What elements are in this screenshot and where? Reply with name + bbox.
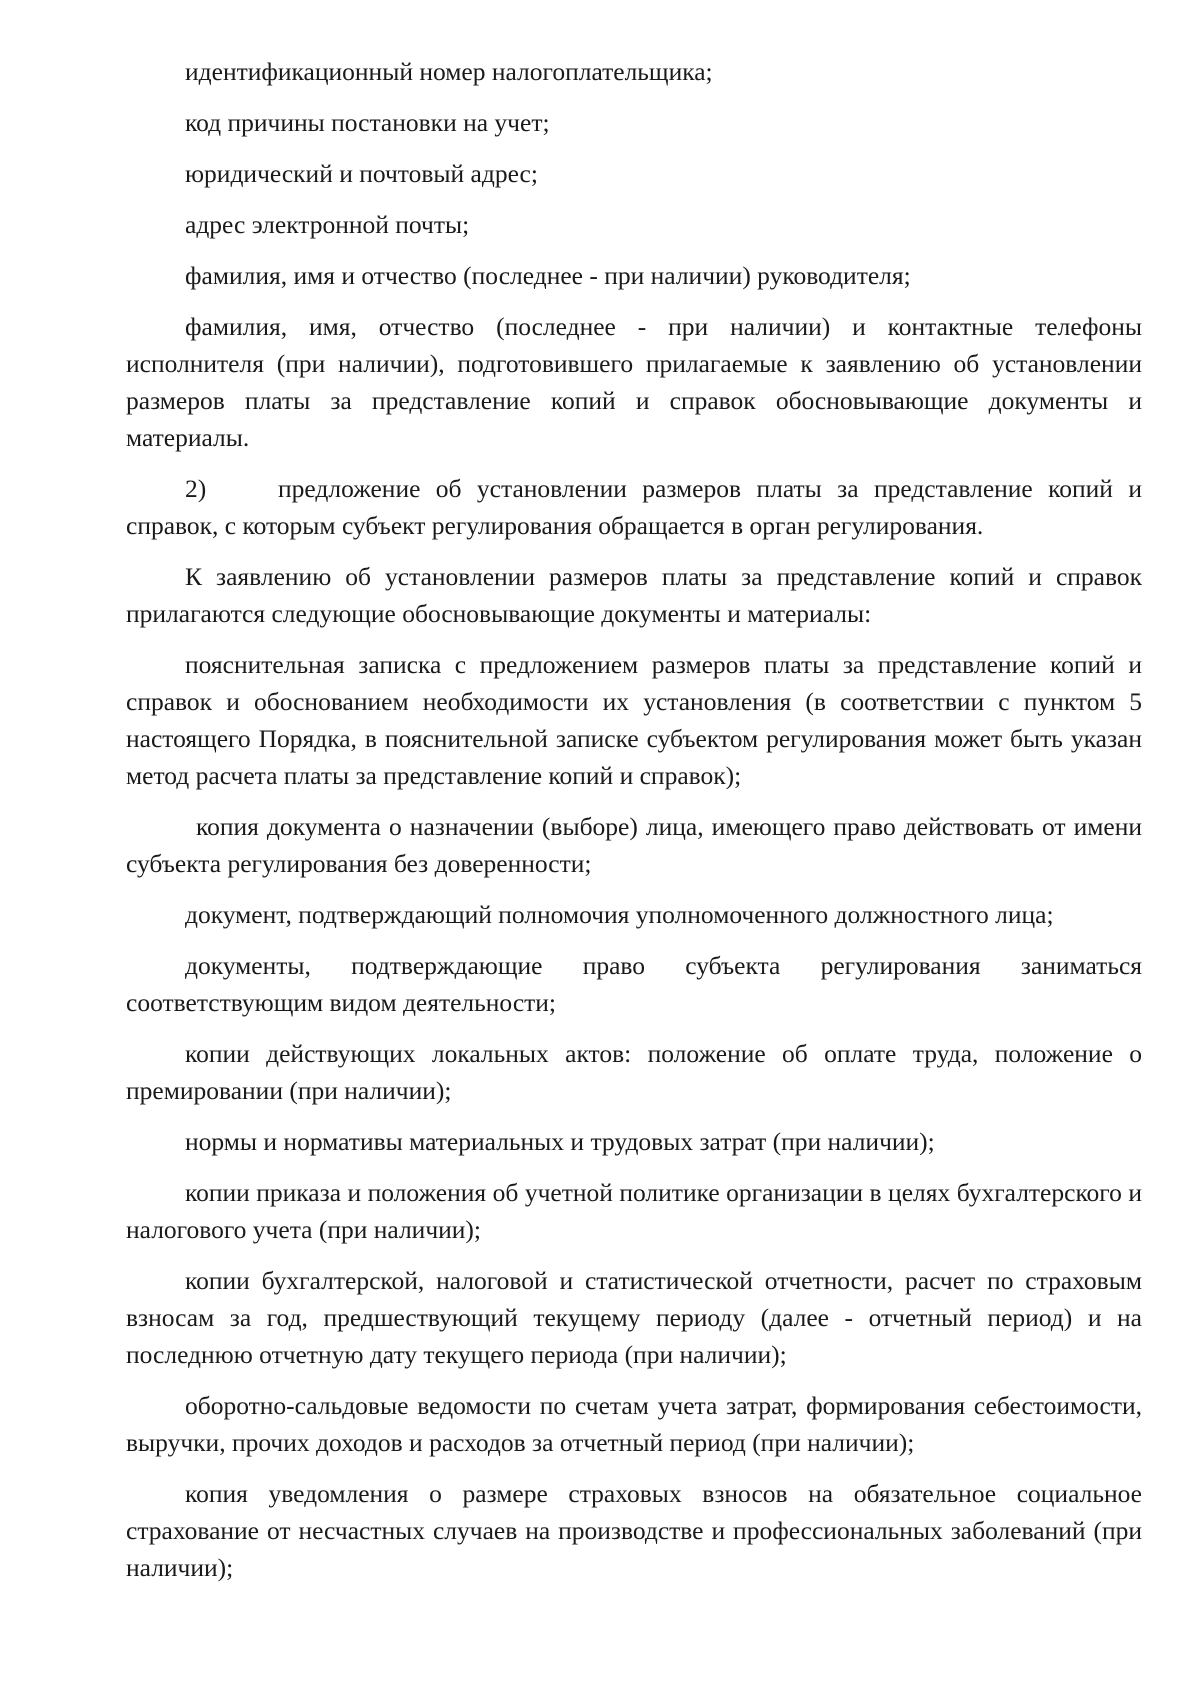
- paragraph-kpp: код причины постановки на учет;: [185, 108, 550, 137]
- paragraph-address: юридический и почтовый адрес;: [185, 159, 538, 188]
- paragraph-local-acts: копии действующих локальных актов: положение об оплате труда, положение о премировании (при наличии);: [126, 1039, 1142, 1105]
- paragraph-inn: идентификационный номер налогоплательщика;: [185, 57, 713, 86]
- item-number: 2): [185, 474, 207, 503]
- paragraph-authority-document: документ, подтверждающий полномочия уполномоченного должностного лица;: [185, 900, 1054, 929]
- paragraph-head-name: фамилия, имя и отчество (последнее - при наличии) руководителя;: [185, 261, 911, 290]
- paragraph-right-documents: документы, подтверждающие право субъекта регулирования заниматься соответствующим видом деятельности;: [126, 951, 1142, 1017]
- paragraph-attachments-intro: К заявлению об установлении размеров платы за представление копий и справок прилагаются следующие обосновывающие документы и материалы:: [126, 562, 1142, 628]
- paragraph-turnover-sheets: оборотно-сальдовые ведомости по счетам учета затрат, формирования себестоимости, выручки, прочих доходов и расходов за отчетный период (при наличии);: [126, 1391, 1142, 1457]
- paragraph-item-2: [126, 470, 1142, 544]
- paragraph-norms: нормы и нормативы материальных и трудовых затрат (при наличии);: [185, 1127, 935, 1156]
- paragraph-accounting-policy: копии приказа и положения об учетной политике организации в целях бухгалтерского и налогового учета (при наличии);: [126, 1178, 1142, 1244]
- paragraph-executor: фамилия, имя, отчество (последнее - при наличии) и контактные телефоны исполнителя (при наличии), подготовившего прилагаемые к заявлению об установлении размеров платы за представление копий и справок обосновывающие документы и материалы.: [126, 312, 1142, 452]
- paragraph-reporting: копии бухгалтерской, налоговой и статистической отчетности, расчет по страховым взносам за год, предшествующий текущему периоду (далее - отчетный период) и на последнюю отчетную дату текущего периода (при наличии);: [126, 1266, 1142, 1369]
- item-2-text: предложение об установлении размеров платы за представление копий и справок, с которым субъект регулирования обращается в орган регулирования.: [126, 474, 1142, 540]
- paragraph-appointment-copy: копия документа о назначении (выборе) лица, имеющего право действовать от имени субъекта регулирования без доверенности;: [126, 812, 1142, 878]
- paragraph-email: адрес электронной почты;: [185, 210, 470, 239]
- document-body: [126, 53, 1142, 1600]
- paragraph-explanatory-note: пояснительная записка с предложением размеров платы за представление копий и справок и обоснованием необходимости их установления (в соответствии с пунктом 5 настоящего Порядка, в пояснительной записке субъектом регулирования может быть указан метод расчета платы за представление копий и справок);: [126, 650, 1142, 790]
- paragraph-insurance-notice: копия уведомления о размере страховых взносов на обязательное социальное страхование от несчастных случаев на производстве и профессиональных заболеваний (при наличии);: [126, 1479, 1142, 1582]
